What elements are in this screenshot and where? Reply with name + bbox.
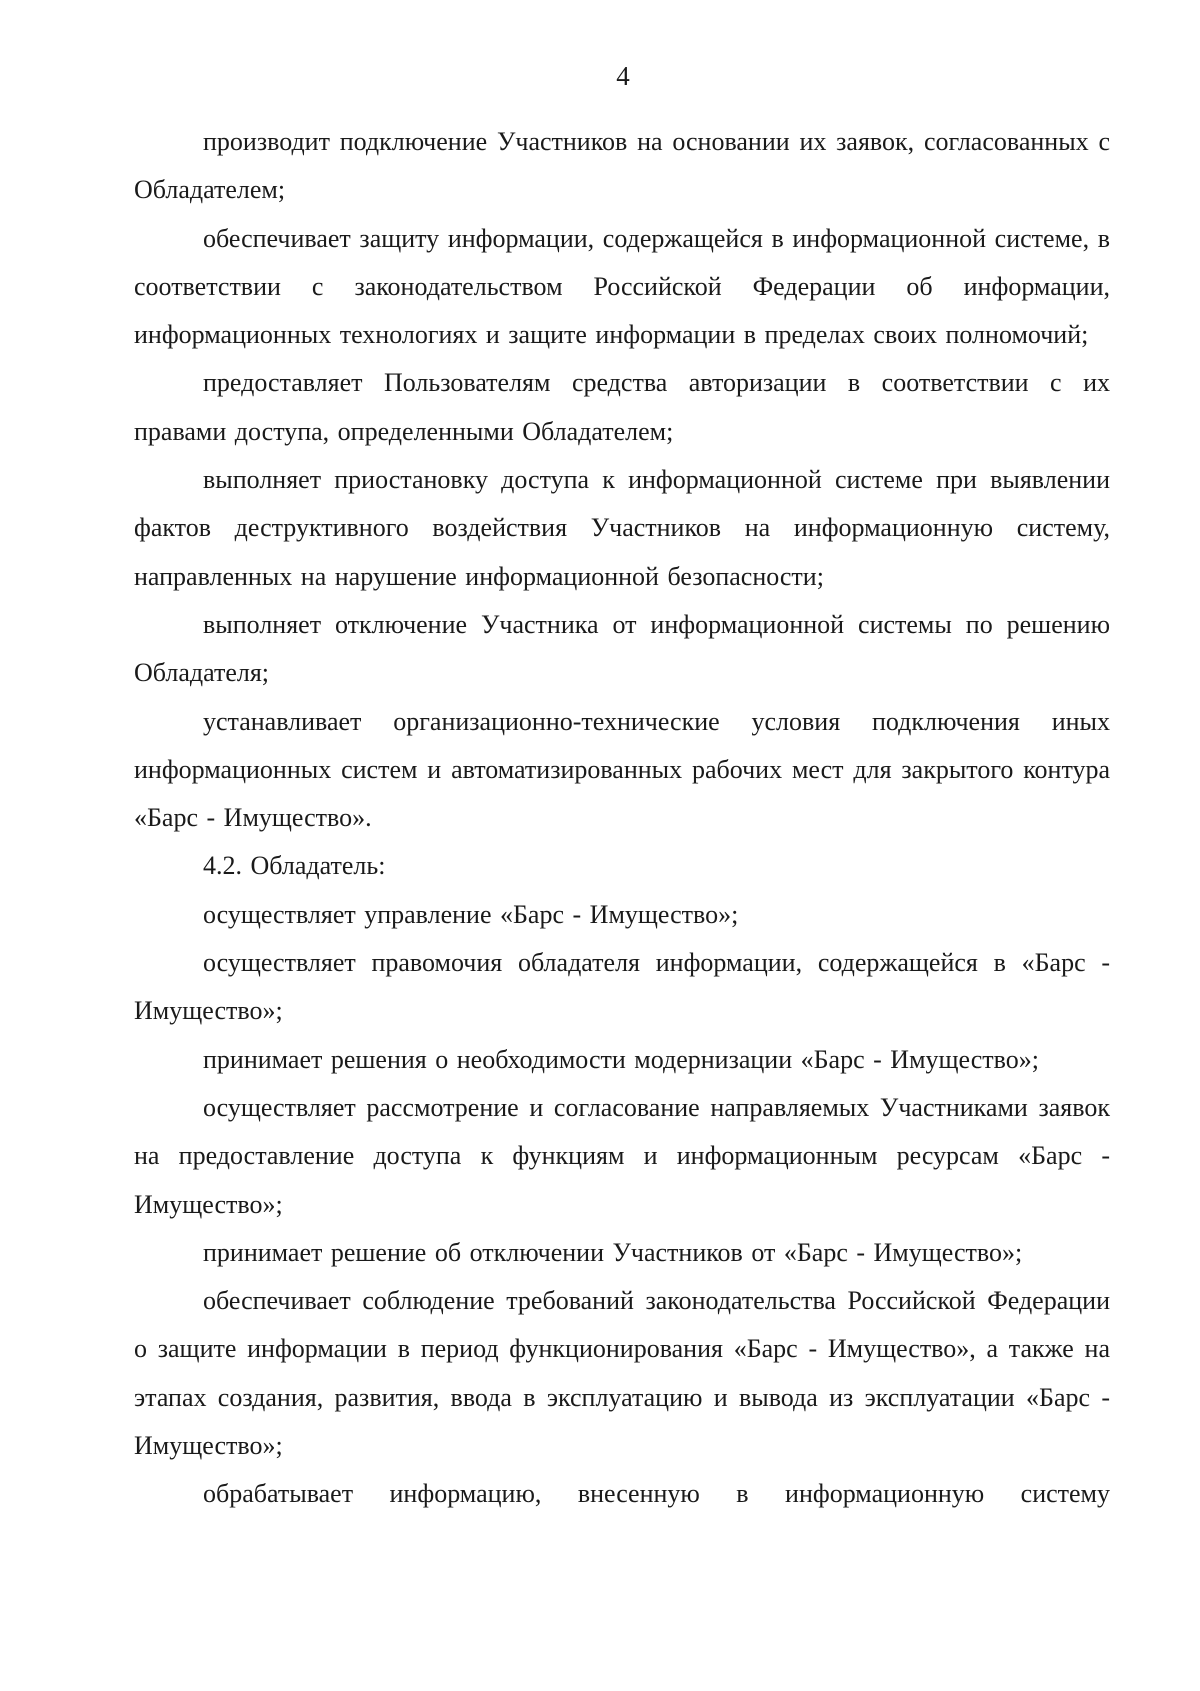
paragraph-disconnection-decision: принимает решение об отключении Участников от «Барс - Имущество»; <box>203 1237 1023 1267</box>
paragraph-request-review: осуществляет рассмотрение и согласование направляемых Участниками заявок на предоставление доступа к функциям и информационным ресурсам «Барс - Имущество»; <box>134 1092 1110 1219</box>
paragraph-management: осуществляет управление «Барс - Имущество»; <box>203 899 739 929</box>
paragraph-compliance: обеспечивает соблюдение требований законодательства Российской Федерации о защите информации в период функционирования «Барс - Имущество», а также на этапах создания, развития, ввода в эксплуатацию и вывода из эксплуатации «Барс - Имущество»; <box>134 1286 1110 1461</box>
paragraph-access-suspension: выполняет приостановку доступа к информационной системе при выявлении фактов деструктивного воздействия Участников на информационную систему, направленных на нарушение информационной безопасности; <box>134 465 1110 591</box>
paragraph-processing: обрабатывает информацию, внесенную в информационную систему <box>203 1479 1110 1509</box>
paragraph-owner-rights: осуществляет правомочия обладателя информации, содержащейся в «Барс - Имущество»; <box>134 948 1110 1026</box>
paragraph-disconnection: выполняет отключение Участника от информационной системы по решению Обладателя; <box>134 609 1110 688</box>
paragraph-modernization: принимает решения о необходимости модернизации «Барс - Имущество»; <box>203 1044 1039 1074</box>
section-heading-owner: 4.2. Обладатель: <box>203 851 386 881</box>
paragraph-technical-conditions: устанавливает организационно-технические условия подключения иных информационных систем и автоматизированных рабочих мест для закрытого контура «Барс - Имущество». <box>134 706 1110 833</box>
page-number: 4 <box>616 61 630 91</box>
paragraph-information-protection: обеспечивает защиту информации, содержащейся в информационной системе, в соответствии с законодательством Российской Федерации об информации, информационных технологиях и защите информации в пределах своих полномочий; <box>134 223 1110 350</box>
document-body <box>134 118 1110 1519</box>
paragraph-connection: производит подключение Участников на основании их заявок, согласованных с Обладателем; <box>134 127 1110 205</box>
paragraph-authorization: предоставляет Пользователям средства авторизации в соответствии с их правами доступа, определенными Обладателем; <box>134 368 1110 446</box>
